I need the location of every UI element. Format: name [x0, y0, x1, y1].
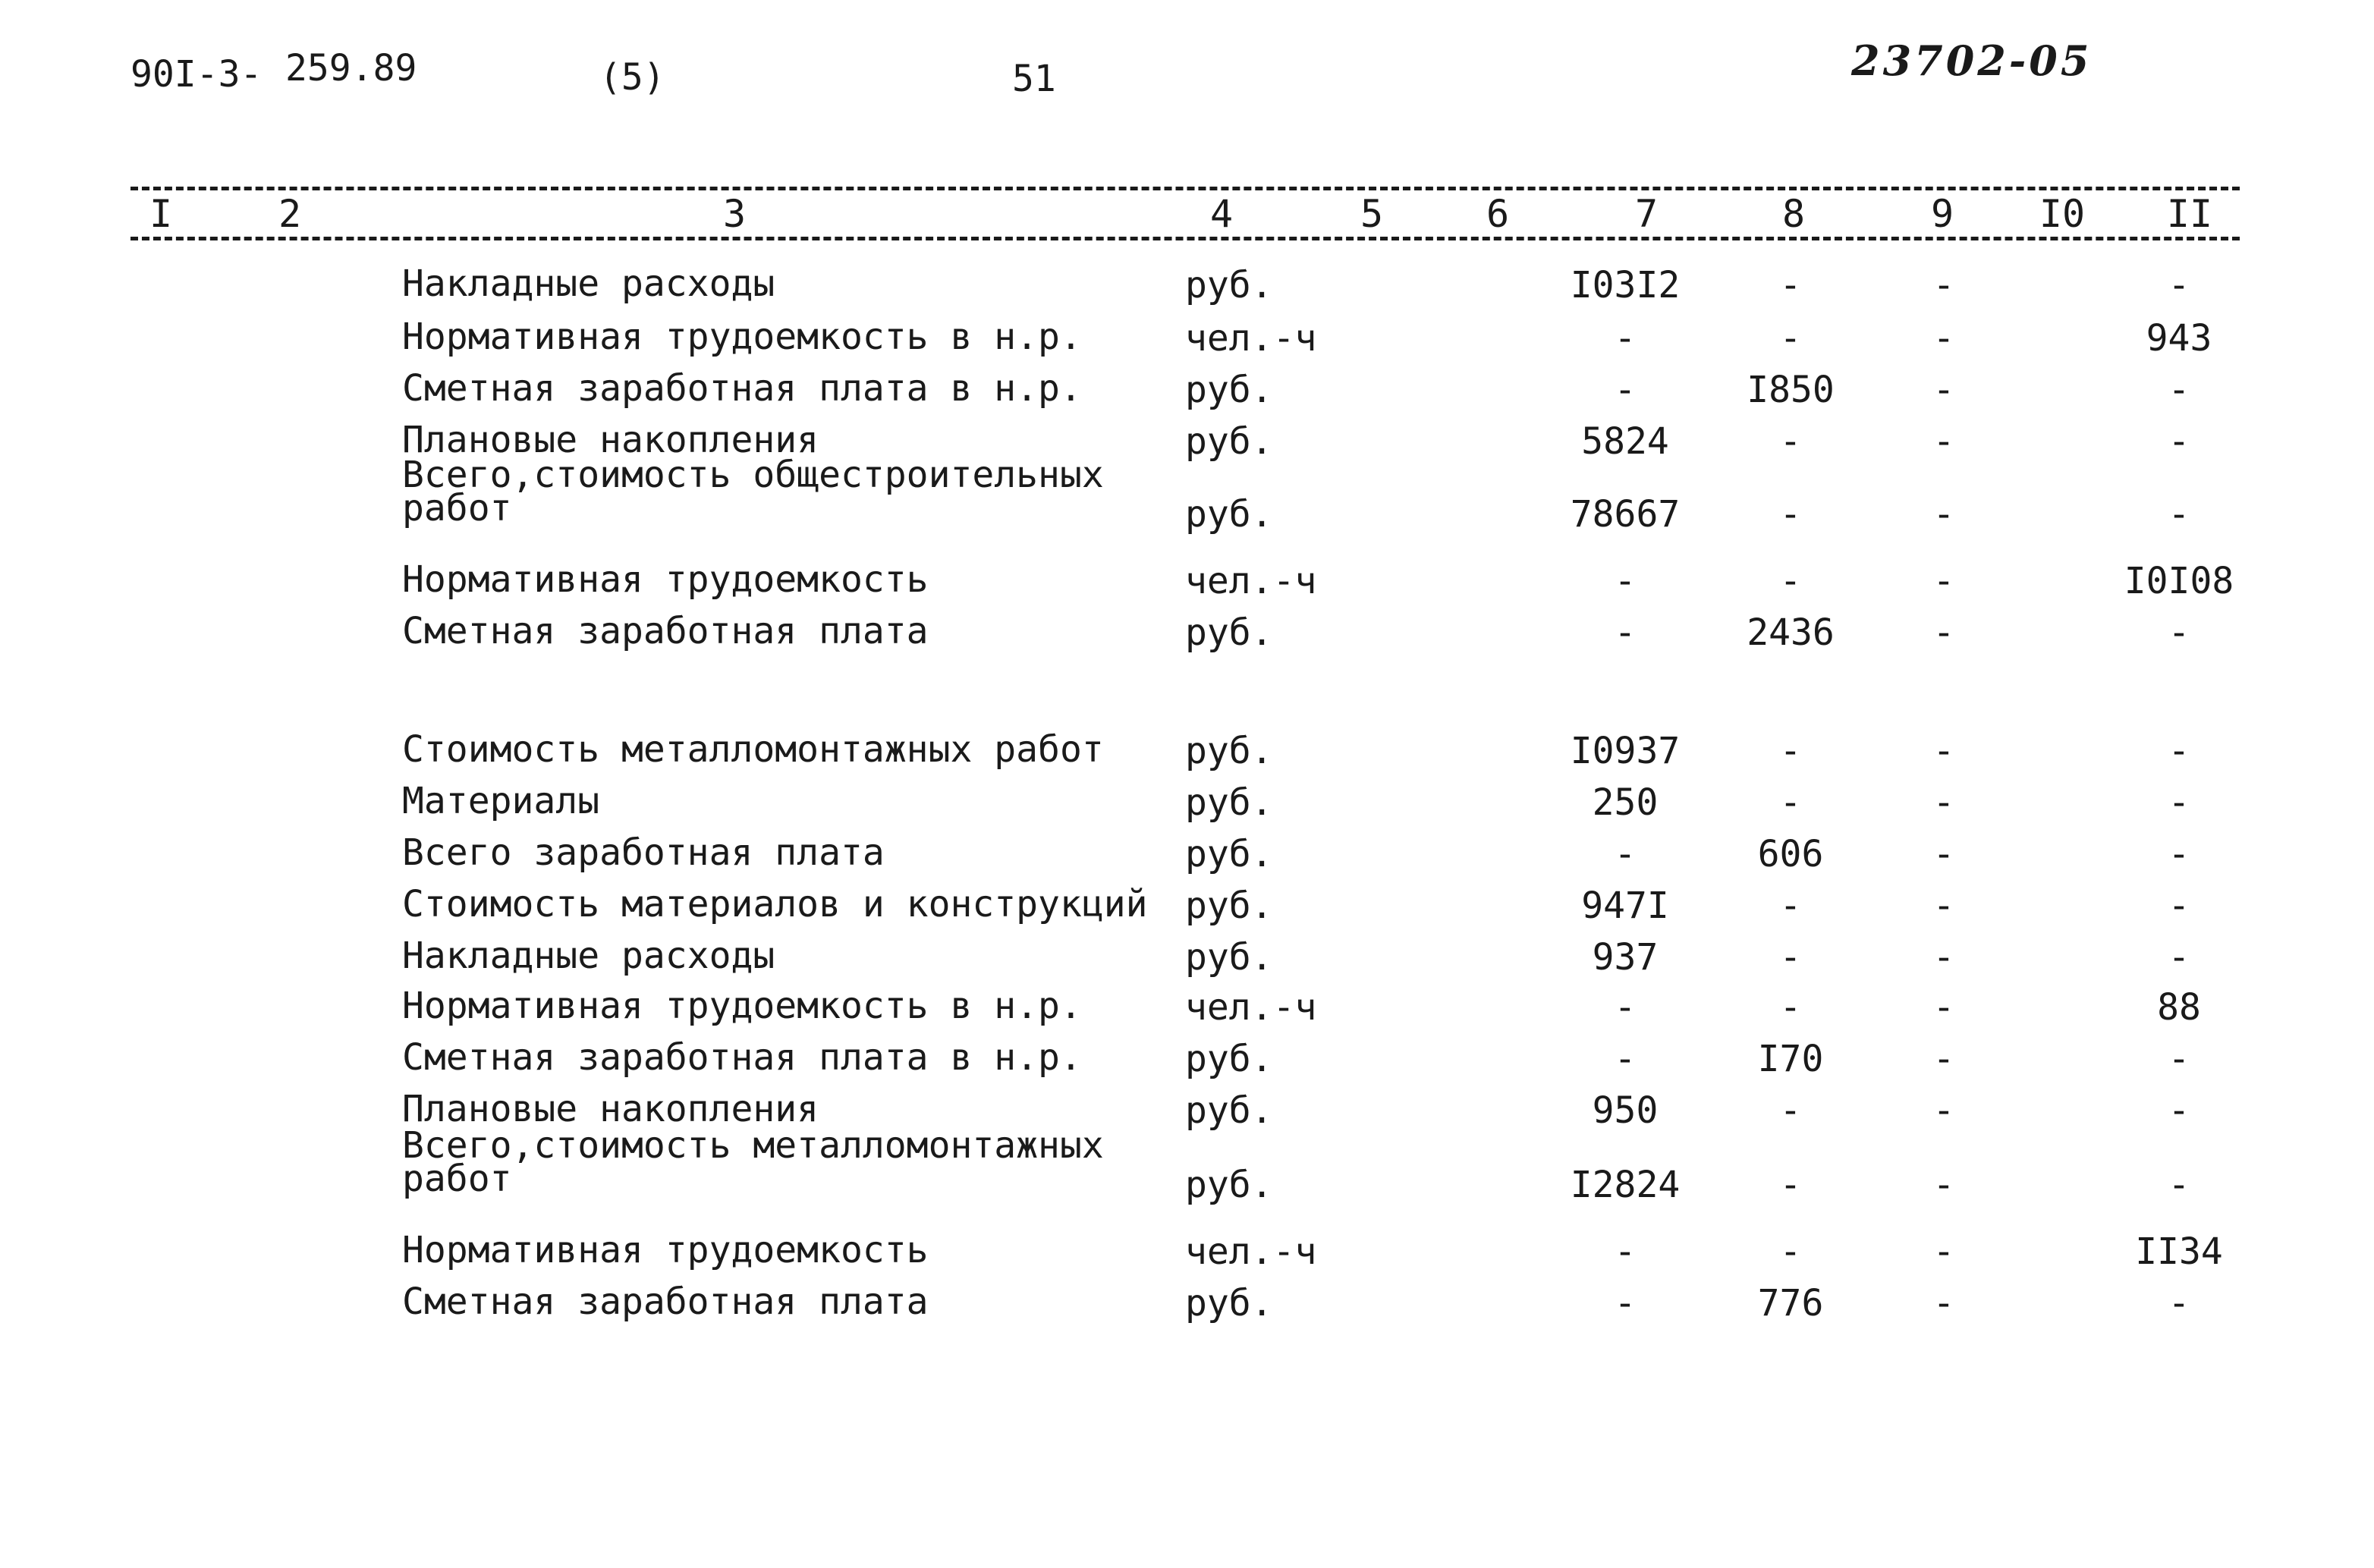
col11-cell: - [2168, 420, 2190, 463]
col8-cell: - [1779, 420, 1802, 463]
col7-cell: - [1614, 1282, 1637, 1324]
row-name-line: Стоимость металломонтажных работ [402, 728, 1104, 771]
handwritten-stamp: 23702-05 [1851, 36, 2093, 85]
column-header-4: 4 [1206, 193, 1237, 235]
unit-cell: руб. [1185, 611, 1273, 654]
row-name-line: Накладные расходы [402, 262, 775, 305]
column-header-9: 9 [1926, 193, 1958, 235]
col11-cell: 943 [2146, 317, 2212, 360]
col11-cell: I0I08 [2124, 560, 2234, 602]
col7-cell: I0937 [1570, 730, 1681, 772]
row-name-line: Плановые накопления [402, 419, 819, 461]
col9-cell: - [1932, 1164, 1955, 1206]
document-code: 90I-3- [130, 53, 263, 96]
row-name-line: Нормативная трудоемкость в н.р. [402, 985, 1082, 1027]
column-header-5: 5 [1356, 193, 1388, 235]
col7-cell: 950 [1592, 1089, 1659, 1132]
row-name-line: Нормативная трудоемкость [402, 558, 929, 601]
row-name [402, 985, 1082, 1027]
col8-cell: - [1779, 781, 1802, 824]
unit-cell: руб. [1185, 369, 1273, 411]
unit-cell: руб. [1185, 833, 1273, 875]
row-name [402, 316, 1082, 358]
unit-cell: чел.-ч [1185, 317, 1317, 360]
row-name [402, 610, 929, 652]
row-name [402, 419, 819, 461]
column-header-6: 6 [1482, 193, 1514, 235]
col7-cell: - [1614, 833, 1637, 875]
col8-cell: - [1779, 493, 1802, 536]
col7-cell: - [1614, 317, 1637, 360]
col7-cell: - [1614, 986, 1637, 1029]
col11-cell: - [2168, 493, 2190, 536]
col9-cell: - [1932, 264, 1955, 306]
col7-cell: - [1614, 560, 1637, 602]
col7-cell: 78667 [1570, 493, 1681, 536]
row-name [402, 1280, 929, 1323]
table-top-rule [130, 187, 2240, 190]
col7-cell: - [1614, 611, 1637, 654]
row-name-line: Сметная заработная плата в н.р. [402, 1036, 1082, 1079]
row-name [402, 935, 775, 977]
unit-cell: чел.-ч [1185, 560, 1317, 602]
col8-cell: 776 [1757, 1282, 1824, 1324]
row-name-line: Стоимость материалов и конструкций [402, 883, 1148, 925]
row-name-line: Нормативная трудоемкость [402, 1229, 929, 1271]
col8-cell: - [1779, 1164, 1802, 1206]
col7-cell: 5824 [1581, 420, 1669, 463]
col11-cell: - [2168, 1282, 2190, 1324]
col9-cell: - [1932, 493, 1955, 536]
col7-cell: - [1614, 1038, 1637, 1080]
unit-cell: руб. [1185, 936, 1273, 979]
unit-cell: руб. [1185, 781, 1273, 824]
col9-cell: - [1932, 420, 1955, 463]
column-header-7: 7 [1630, 193, 1662, 235]
row-name [402, 1036, 1082, 1079]
col8-cell: I850 [1747, 369, 1835, 411]
col11-cell: - [2168, 1164, 2190, 1206]
col11-cell: II34 [2135, 1230, 2223, 1273]
row-name-line: Сметная заработная плата в н.р. [402, 367, 1082, 410]
row-name [402, 780, 600, 822]
col11-cell: - [2168, 781, 2190, 824]
unit-cell: руб. [1185, 885, 1273, 927]
unit-cell: чел.-ч [1185, 1230, 1317, 1273]
column-header-11: II [2162, 193, 2217, 235]
col11-cell: - [2168, 611, 2190, 654]
col9-cell: - [1932, 936, 1955, 979]
row-name [402, 1088, 819, 1130]
col7-cell: - [1614, 1230, 1637, 1273]
col11-cell: - [2168, 885, 2190, 927]
col8-cell: - [1779, 264, 1802, 306]
col11-cell: - [2168, 730, 2190, 772]
column-header-1: I [145, 193, 177, 235]
row-name-line: Накладные расходы [402, 935, 775, 977]
row-name [402, 454, 1104, 529]
table-header-rule [130, 237, 2240, 240]
unit-cell: руб. [1185, 493, 1273, 536]
row-name-line: Плановые накопления [402, 1088, 819, 1130]
col8-cell: - [1779, 885, 1802, 927]
col7-cell: I03I2 [1570, 264, 1681, 306]
col9-cell: - [1932, 1038, 1955, 1080]
row-name-line: Всего,стоимость металломонтажных [402, 1124, 1104, 1167]
col9-cell: - [1932, 611, 1955, 654]
row-name-line: Сметная заработная плата [402, 1280, 929, 1323]
col9-cell: - [1932, 730, 1955, 772]
col11-cell: - [2168, 369, 2190, 411]
col7-cell: 937 [1592, 936, 1659, 979]
row-name-line: Всего,стоимость общестроительных [402, 454, 1104, 496]
row-name [402, 1124, 1104, 1200]
unit-cell: руб. [1185, 1038, 1273, 1080]
col8-cell: - [1779, 936, 1802, 979]
col9-cell: - [1932, 1230, 1955, 1273]
unit-cell: руб. [1185, 264, 1273, 306]
unit-cell: руб. [1185, 1164, 1273, 1206]
row-name [402, 728, 1104, 771]
col11-cell: - [2168, 833, 2190, 875]
col9-cell: - [1932, 781, 1955, 824]
col9-cell: - [1932, 1282, 1955, 1324]
col8-cell: - [1779, 986, 1802, 1029]
col11-cell: - [2168, 1089, 2190, 1132]
col9-cell: - [1932, 885, 1955, 927]
col8-cell: - [1779, 1089, 1802, 1132]
issue-number: (5) [599, 56, 665, 99]
col11-cell: 88 [2157, 986, 2201, 1029]
row-name [402, 367, 1082, 410]
unit-cell: руб. [1185, 1282, 1273, 1324]
unit-cell: руб. [1185, 1089, 1273, 1132]
column-header-2: 2 [274, 193, 306, 235]
unit-cell: руб. [1185, 730, 1273, 772]
col8-cell: - [1779, 560, 1802, 602]
row-name-line: работ [402, 487, 512, 529]
page-number: 51 [1012, 58, 1056, 100]
row-name-line: работ [402, 1158, 512, 1200]
col11-cell: - [2168, 264, 2190, 306]
unit-cell: чел.-ч [1185, 986, 1317, 1029]
col8-cell: - [1779, 1230, 1802, 1273]
col9-cell: - [1932, 986, 1955, 1029]
col11-cell: - [2168, 936, 2190, 979]
col7-cell: 947I [1581, 885, 1669, 927]
document-number: 259.89 [285, 47, 417, 90]
col9-cell: - [1932, 1089, 1955, 1132]
row-name-line: Сметная заработная плата [402, 610, 929, 652]
col8-cell: 2436 [1747, 611, 1835, 654]
col8-cell: - [1779, 730, 1802, 772]
column-header-3: 3 [718, 193, 750, 235]
column-header-10: I0 [2035, 193, 2089, 235]
col7-cell: - [1614, 369, 1637, 411]
col9-cell: - [1932, 560, 1955, 602]
row-name [402, 558, 929, 601]
unit-cell: руб. [1185, 420, 1273, 463]
col7-cell: 250 [1592, 781, 1659, 824]
col9-cell: - [1932, 369, 1955, 411]
row-name [402, 883, 1148, 925]
row-name-line: Нормативная трудоемкость в н.р. [402, 316, 1082, 358]
col9-cell: - [1932, 317, 1955, 360]
col9-cell: - [1932, 833, 1955, 875]
col8-cell: 606 [1757, 833, 1824, 875]
col8-cell: - [1779, 317, 1802, 360]
row-name [402, 831, 885, 874]
row-name-line: Всего заработная плата [402, 831, 885, 874]
column-header-8: 8 [1778, 193, 1810, 235]
row-name-line: Материалы [402, 780, 600, 822]
row-name [402, 1229, 929, 1271]
col11-cell: - [2168, 1038, 2190, 1080]
col7-cell: I2824 [1570, 1164, 1681, 1206]
col8-cell: I70 [1757, 1038, 1824, 1080]
row-name [402, 262, 775, 305]
